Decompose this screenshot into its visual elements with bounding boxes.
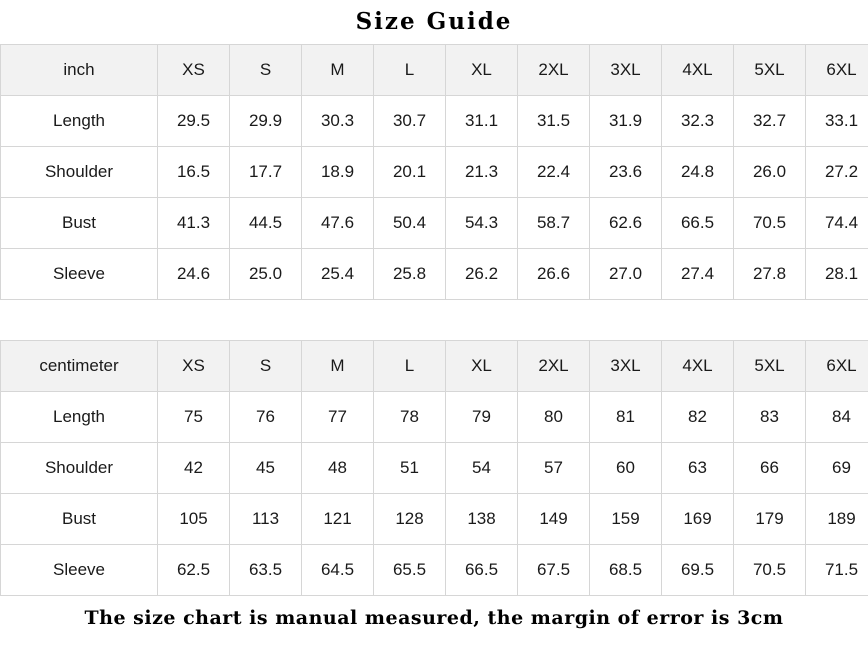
cell-length-l: 78 bbox=[374, 392, 446, 443]
size-header-2xl: 2XL bbox=[518, 341, 590, 392]
size-header-xs: XS bbox=[158, 45, 230, 96]
cell-sleeve-6xl: 28.1 bbox=[806, 249, 868, 300]
cell-length-m: 30.3 bbox=[302, 96, 374, 147]
cell-length-xl: 79 bbox=[446, 392, 518, 443]
table-row bbox=[1, 443, 868, 494]
cell-sleeve-l: 65.5 bbox=[374, 545, 446, 596]
cell-sleeve-m: 64.5 bbox=[302, 545, 374, 596]
cell-shoulder-s: 17.7 bbox=[230, 147, 302, 198]
cell-shoulder-l: 51 bbox=[374, 443, 446, 494]
cell-length-s: 76 bbox=[230, 392, 302, 443]
cell-sleeve-s: 25.0 bbox=[230, 249, 302, 300]
cell-bust-s: 44.5 bbox=[230, 198, 302, 249]
cell-bust-m: 121 bbox=[302, 494, 374, 545]
cell-bust-6xl: 189 bbox=[806, 494, 868, 545]
row-label-shoulder: Shoulder bbox=[1, 147, 158, 198]
cell-sleeve-xs: 24.6 bbox=[158, 249, 230, 300]
unit-label-centimeter: centimeter bbox=[1, 341, 158, 392]
cell-shoulder-6xl: 27.2 bbox=[806, 147, 868, 198]
table-row bbox=[1, 392, 868, 443]
cell-sleeve-2xl: 26.6 bbox=[518, 249, 590, 300]
cell-sleeve-l: 25.8 bbox=[374, 249, 446, 300]
row-label-bust: Bust bbox=[1, 494, 158, 545]
page-title: Size Guide bbox=[355, 8, 513, 35]
row-label-sleeve: Sleeve bbox=[1, 545, 158, 596]
table-row bbox=[1, 494, 868, 545]
cell-length-s: 29.9 bbox=[230, 96, 302, 147]
cell-shoulder-xl: 54 bbox=[446, 443, 518, 494]
row-label-bust: Bust bbox=[1, 198, 158, 249]
size-header-3xl: 3XL bbox=[590, 45, 662, 96]
cell-shoulder-6xl: 69 bbox=[806, 443, 868, 494]
cell-bust-4xl: 169 bbox=[662, 494, 734, 545]
table-row bbox=[1, 147, 868, 198]
cell-length-xs: 29.5 bbox=[158, 96, 230, 147]
cell-length-4xl: 32.3 bbox=[662, 96, 734, 147]
cell-bust-xs: 41.3 bbox=[158, 198, 230, 249]
row-label-sleeve: Sleeve bbox=[1, 249, 158, 300]
cell-length-4xl: 82 bbox=[662, 392, 734, 443]
cell-length-3xl: 31.9 bbox=[590, 96, 662, 147]
cell-shoulder-xs: 42 bbox=[158, 443, 230, 494]
cell-sleeve-m: 25.4 bbox=[302, 249, 374, 300]
cell-sleeve-4xl: 27.4 bbox=[662, 249, 734, 300]
size-header-l: L bbox=[374, 45, 446, 96]
cell-shoulder-5xl: 66 bbox=[734, 443, 806, 494]
size-header-4xl: 4XL bbox=[662, 45, 734, 96]
row-label-length: Length bbox=[1, 392, 158, 443]
cell-shoulder-3xl: 23.6 bbox=[590, 147, 662, 198]
size-header-s: S bbox=[230, 45, 302, 96]
cell-bust-2xl: 58.7 bbox=[518, 198, 590, 249]
size-header-l: L bbox=[374, 341, 446, 392]
table-row bbox=[1, 96, 868, 147]
cell-sleeve-5xl: 27.8 bbox=[734, 249, 806, 300]
cell-bust-xs: 105 bbox=[158, 494, 230, 545]
cell-sleeve-2xl: 67.5 bbox=[518, 545, 590, 596]
size-header-m: M bbox=[302, 341, 374, 392]
cell-bust-l: 128 bbox=[374, 494, 446, 545]
cell-shoulder-4xl: 24.8 bbox=[662, 147, 734, 198]
size-table-inch bbox=[0, 44, 868, 300]
cell-shoulder-m: 18.9 bbox=[302, 147, 374, 198]
cell-sleeve-6xl: 71.5 bbox=[806, 545, 868, 596]
cell-shoulder-5xl: 26.0 bbox=[734, 147, 806, 198]
size-header-xl: XL bbox=[446, 45, 518, 96]
cell-sleeve-3xl: 27.0 bbox=[590, 249, 662, 300]
cell-shoulder-xs: 16.5 bbox=[158, 147, 230, 198]
cell-bust-6xl: 74.4 bbox=[806, 198, 868, 249]
size-header-6xl: 6XL bbox=[806, 45, 868, 96]
cell-bust-xl: 54.3 bbox=[446, 198, 518, 249]
cell-bust-s: 113 bbox=[230, 494, 302, 545]
cell-shoulder-s: 45 bbox=[230, 443, 302, 494]
size-header-s: S bbox=[230, 341, 302, 392]
cell-shoulder-2xl: 57 bbox=[518, 443, 590, 494]
size-header-2xl: 2XL bbox=[518, 45, 590, 96]
size-header-xl: XL bbox=[446, 341, 518, 392]
cell-bust-4xl: 66.5 bbox=[662, 198, 734, 249]
cell-length-m: 77 bbox=[302, 392, 374, 443]
cell-length-5xl: 83 bbox=[734, 392, 806, 443]
cell-bust-5xl: 70.5 bbox=[734, 198, 806, 249]
cell-bust-l: 50.4 bbox=[374, 198, 446, 249]
row-label-length: Length bbox=[1, 96, 158, 147]
table-header-row bbox=[1, 341, 868, 392]
cell-bust-xl: 138 bbox=[446, 494, 518, 545]
cell-length-l: 30.7 bbox=[374, 96, 446, 147]
cell-shoulder-l: 20.1 bbox=[374, 147, 446, 198]
cell-length-xs: 75 bbox=[158, 392, 230, 443]
size-header-6xl: 6XL bbox=[806, 341, 868, 392]
table-row bbox=[1, 198, 868, 249]
table-header-row bbox=[1, 45, 868, 96]
row-label-shoulder: Shoulder bbox=[1, 443, 158, 494]
cell-shoulder-4xl: 63 bbox=[662, 443, 734, 494]
table-row bbox=[1, 249, 868, 300]
size-header-4xl: 4XL bbox=[662, 341, 734, 392]
cell-shoulder-m: 48 bbox=[302, 443, 374, 494]
size-header-xs: XS bbox=[158, 341, 230, 392]
cell-length-6xl: 33.1 bbox=[806, 96, 868, 147]
cell-length-5xl: 32.7 bbox=[734, 96, 806, 147]
size-header-5xl: 5XL bbox=[734, 45, 806, 96]
cell-shoulder-2xl: 22.4 bbox=[518, 147, 590, 198]
size-header-3xl: 3XL bbox=[590, 341, 662, 392]
cell-shoulder-3xl: 60 bbox=[590, 443, 662, 494]
cell-bust-3xl: 159 bbox=[590, 494, 662, 545]
cell-shoulder-xl: 21.3 bbox=[446, 147, 518, 198]
cell-sleeve-xs: 62.5 bbox=[158, 545, 230, 596]
cell-bust-3xl: 62.6 bbox=[590, 198, 662, 249]
cell-sleeve-s: 63.5 bbox=[230, 545, 302, 596]
cell-length-6xl: 84 bbox=[806, 392, 868, 443]
size-header-m: M bbox=[302, 45, 374, 96]
unit-label-inch: inch bbox=[1, 45, 158, 96]
cell-sleeve-5xl: 70.5 bbox=[734, 545, 806, 596]
cell-sleeve-xl: 26.2 bbox=[446, 249, 518, 300]
table-row bbox=[1, 545, 868, 596]
cell-bust-2xl: 149 bbox=[518, 494, 590, 545]
cell-length-xl: 31.1 bbox=[446, 96, 518, 147]
measurement-disclaimer: The size chart is manual measured, the margin of error is 3cm bbox=[84, 607, 784, 629]
cell-length-2xl: 31.5 bbox=[518, 96, 590, 147]
size-table-centimeter bbox=[0, 340, 868, 596]
cell-sleeve-xl: 66.5 bbox=[446, 545, 518, 596]
cell-bust-m: 47.6 bbox=[302, 198, 374, 249]
cell-length-2xl: 80 bbox=[518, 392, 590, 443]
table-spacer bbox=[0, 300, 868, 340]
cell-length-3xl: 81 bbox=[590, 392, 662, 443]
size-header-5xl: 5XL bbox=[734, 341, 806, 392]
cell-sleeve-4xl: 69.5 bbox=[662, 545, 734, 596]
cell-sleeve-3xl: 68.5 bbox=[590, 545, 662, 596]
cell-bust-5xl: 179 bbox=[734, 494, 806, 545]
